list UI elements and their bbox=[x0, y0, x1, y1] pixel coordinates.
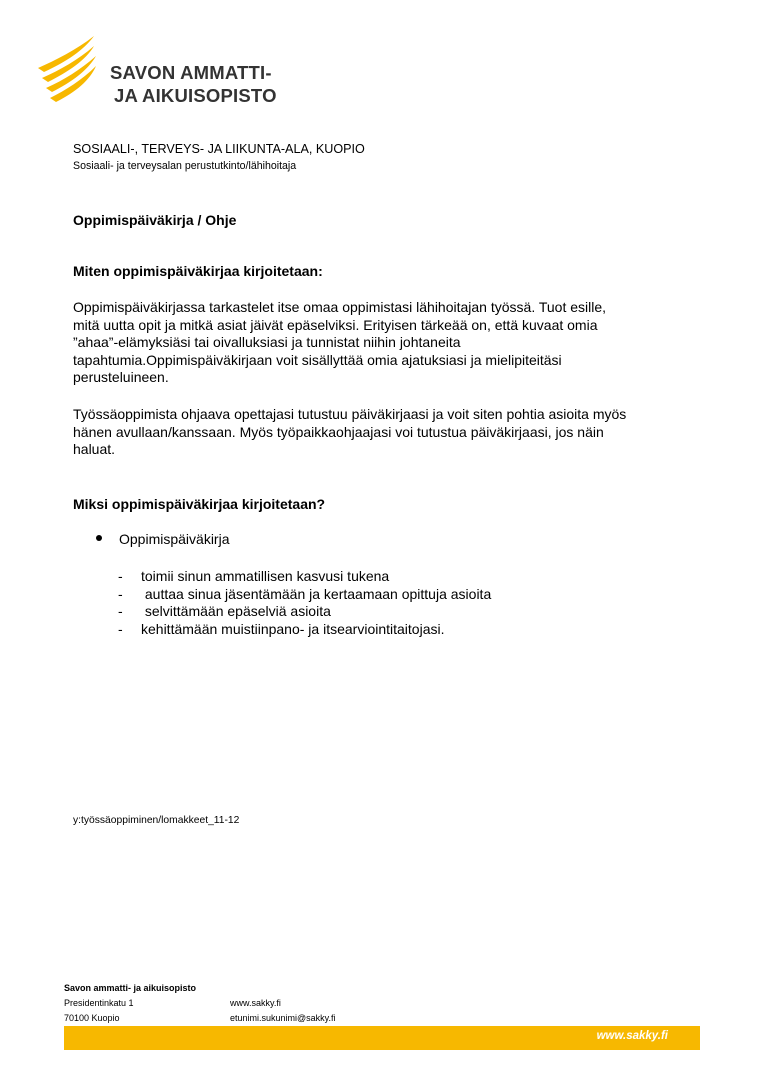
paragraph-line: tapahtumia.Oppimispäiväkirjaan voit sisällyttää omia ajatuksiasi ja mielipiteitäsi bbox=[73, 351, 562, 368]
list-item bbox=[118, 621, 491, 639]
footer-org-name: Savon ammatti- ja aikuisopisto bbox=[64, 983, 197, 993]
dash-icon: - bbox=[118, 568, 123, 584]
footer-zip-city: 70100 Kuopio bbox=[64, 1013, 120, 1023]
dash-list bbox=[118, 568, 491, 639]
list-item-text: kehittämään muistiinpano- ja itsearviointitaitojasi. bbox=[141, 621, 445, 638]
department-heading: SOSIAALI-, TERVEYS- JA LIIKUNTA-ALA, KUOPIO bbox=[73, 142, 365, 156]
bullet-label: Oppimispäiväkirja bbox=[119, 531, 230, 547]
list-item bbox=[118, 586, 491, 604]
logo bbox=[34, 34, 277, 112]
paragraph-1 bbox=[73, 299, 713, 387]
swoosh-logo-icon bbox=[34, 34, 114, 112]
footer-website-link[interactable]: www.sakky.fi bbox=[230, 998, 281, 1008]
paragraph-line: haluat. bbox=[73, 441, 116, 457]
dash-icon: - bbox=[118, 603, 123, 620]
bullet-icon bbox=[96, 535, 102, 541]
list-item bbox=[118, 568, 491, 586]
why-heading: Miksi oppimispäiväkirjaa kirjoitetaan? bbox=[73, 496, 326, 512]
footer-email-link[interactable]: etunimi.sukunimi@sakky.fi bbox=[230, 1013, 336, 1023]
paragraph-line: perusteluineen. bbox=[73, 369, 169, 385]
file-path: y:työssäoppiminen/lomakkeet_11-12 bbox=[73, 815, 240, 826]
footer-street: Presidentinkatu 1 bbox=[64, 998, 134, 1008]
degree-subheading: Sosiaali- ja terveysalan perustutkinto/lähihoitaja bbox=[73, 160, 297, 172]
paragraph-line: Oppimispäiväkirjassa tarkastelet itse omaa oppimistasi lähihoitajan työssä. Tuot esille, bbox=[73, 299, 607, 315]
list-item-text: selvittämään epäselviä asioita bbox=[141, 603, 331, 620]
paragraph-line: mitä uutta opit ja mitkä asiat jäivät epäselviksi. Erityisen tärkeää on, että kuvaat omia bbox=[73, 316, 598, 333]
logo-line-2: JA AIKUISOPISTO bbox=[114, 85, 277, 106]
dash-icon: - bbox=[118, 621, 123, 638]
list-item bbox=[118, 603, 491, 621]
list-item-text: toimii sinun ammatillisen kasvusi tukena bbox=[141, 568, 390, 584]
how-heading: Miten oppimispäiväkirjaa kirjoitetaan: bbox=[73, 263, 323, 279]
dash-icon: - bbox=[118, 585, 123, 602]
footer-bar-url[interactable]: www.sakky.fi bbox=[596, 1030, 668, 1042]
paragraph-2 bbox=[73, 406, 713, 459]
footer-bar bbox=[64, 1026, 700, 1050]
paragraph-line: hänen avullaan/kanssaan. Myös työpaikkaohjaajasi voi tutustua päiväkirjaasi, jos näin bbox=[73, 423, 604, 440]
bullet-item bbox=[96, 531, 229, 547]
paragraph-line: Työssäoppimista ohjaava opettajasi tutustuu päiväkirjaasi ja voit siten pohtia asioita myös bbox=[73, 406, 627, 422]
document-title: Oppimispäiväkirja / Ohje bbox=[73, 212, 237, 228]
list-item-text: auttaa sinua jäsentämään ja kertaamaan opittuja asioita bbox=[141, 585, 492, 602]
paragraph-line: ”ahaa”-elämyksiäsi tai oivalluksiasi ja tunnistat niihin johtaneita bbox=[73, 334, 461, 350]
logo-line-1: SAVON AMMATTI- bbox=[110, 62, 272, 83]
